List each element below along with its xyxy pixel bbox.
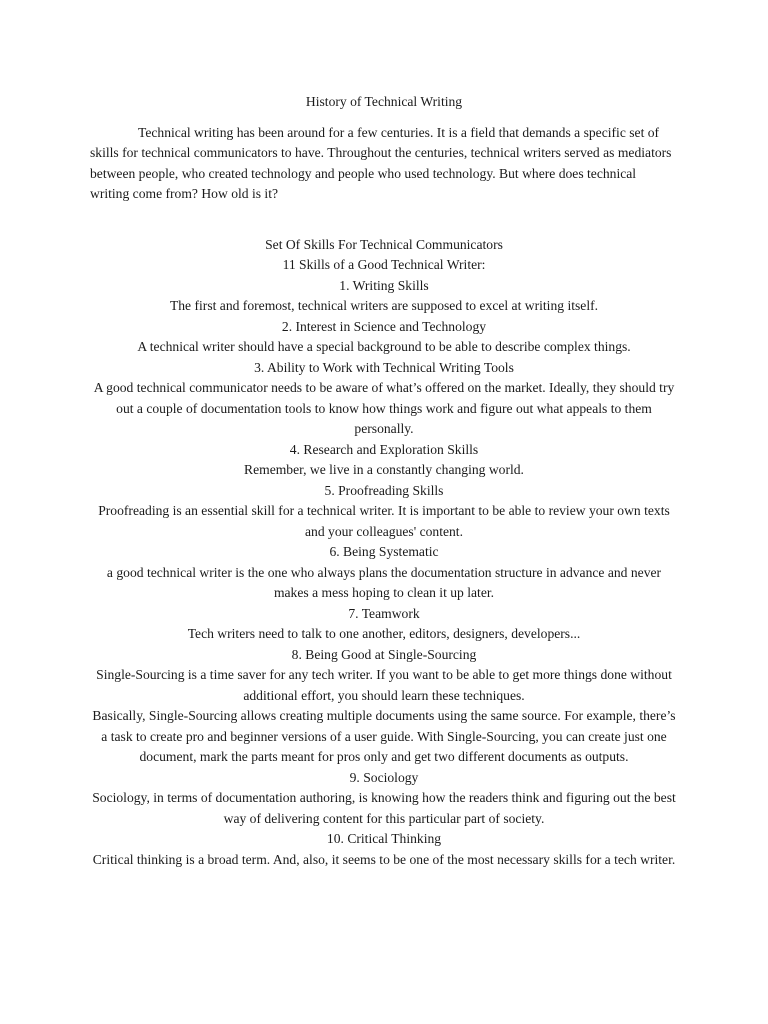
skill-description: Critical thinking is a broad term. And, also, it seems to be one of the most necessary skills for a tech writer. bbox=[92, 851, 676, 867]
skill-description: A technical writer should have a special background to be able to describe complex things. bbox=[137, 339, 631, 354]
skill-title: 7. Teamwork bbox=[348, 605, 420, 621]
skill-title: 8. Being Good at Single-Sourcing bbox=[291, 646, 477, 662]
skill-title: 1. Writing Skills bbox=[339, 277, 429, 293]
skills-subheading: 11 Skills of a Good Technical Writer: bbox=[282, 257, 486, 272]
skill-item bbox=[90, 542, 678, 604]
skill-item bbox=[90, 604, 678, 645]
skill-description: Single-Sourcing is a time saver for any tech writer. If you want to be able to get more things done without additional effort, you should learn these techniques. bbox=[96, 667, 672, 703]
skill-item bbox=[90, 481, 678, 543]
section-heading: Set Of Skills For Technical Communicators bbox=[265, 236, 503, 252]
skill-item bbox=[90, 645, 678, 768]
skills-section bbox=[90, 235, 678, 871]
document-page bbox=[90, 92, 678, 870]
skill-description: Sociology, in terms of documentation authoring, is knowing how the readers think and figuring out the best way of delivering content for this particular part of society. bbox=[92, 790, 676, 826]
skill-item bbox=[90, 829, 678, 870]
skill-title: 4. Research and Exploration Skills bbox=[289, 441, 479, 457]
skill-title: 6. Being Systematic bbox=[329, 544, 439, 559]
skill-item bbox=[90, 358, 678, 440]
skill-description: The first and foremost, technical writers are supposed to excel at writing itself. bbox=[169, 298, 599, 313]
skill-description: Tech writers need to talk to one another, editors, designers, developers... bbox=[187, 626, 581, 641]
skill-item bbox=[90, 276, 678, 317]
skill-title: 9. Sociology bbox=[349, 769, 419, 785]
skill-description: a good technical writer is the one who always plans the documentation structure in advance and never makes a mess hoping to clean it up later. bbox=[106, 564, 662, 600]
skill-title: 2. Interest in Science and Technology bbox=[281, 318, 487, 334]
skill-item bbox=[90, 440, 678, 481]
skill-item bbox=[90, 317, 678, 358]
skill-title: 5. Proofreading Skills bbox=[324, 482, 444, 498]
skill-item bbox=[90, 768, 678, 830]
intro-paragraph: Technical writing has been around for a few centuries. It is a field that demands a specific set of skills for technical communicators to have. Throughout the centuries, technical writers served as mediators between people, who created technology and people who used technology. But where does technical writing come from? How old is it? bbox=[90, 124, 672, 201]
skill-title: 10. Critical Thinking bbox=[326, 831, 442, 846]
skill-description: Remember, we live in a constantly changing world. bbox=[244, 462, 524, 477]
skill-description: Basically, Single-Sourcing allows creating multiple documents using the same source. For example, there’s a task to create pro and beginner versions of a user guide. With Single-Sourcing, you can create just one document, mark the parts meant for pros only and get two different documents as outputs. bbox=[92, 708, 676, 764]
skill-description: Proofreading is an essential skill for a technical writer. It is important to be able to review your own texts and your colleagues' content. bbox=[98, 503, 670, 539]
document-title: History of Technical Writing bbox=[305, 94, 463, 109]
skill-description: A good technical communicator needs to be aware of what’s offered on the market. Ideally, they should try out a couple of documentation tools to know how things work and figure out what appeals to them personally. bbox=[93, 380, 675, 436]
skill-title: 3. Ability to Work with Technical Writing Tools bbox=[254, 359, 514, 375]
